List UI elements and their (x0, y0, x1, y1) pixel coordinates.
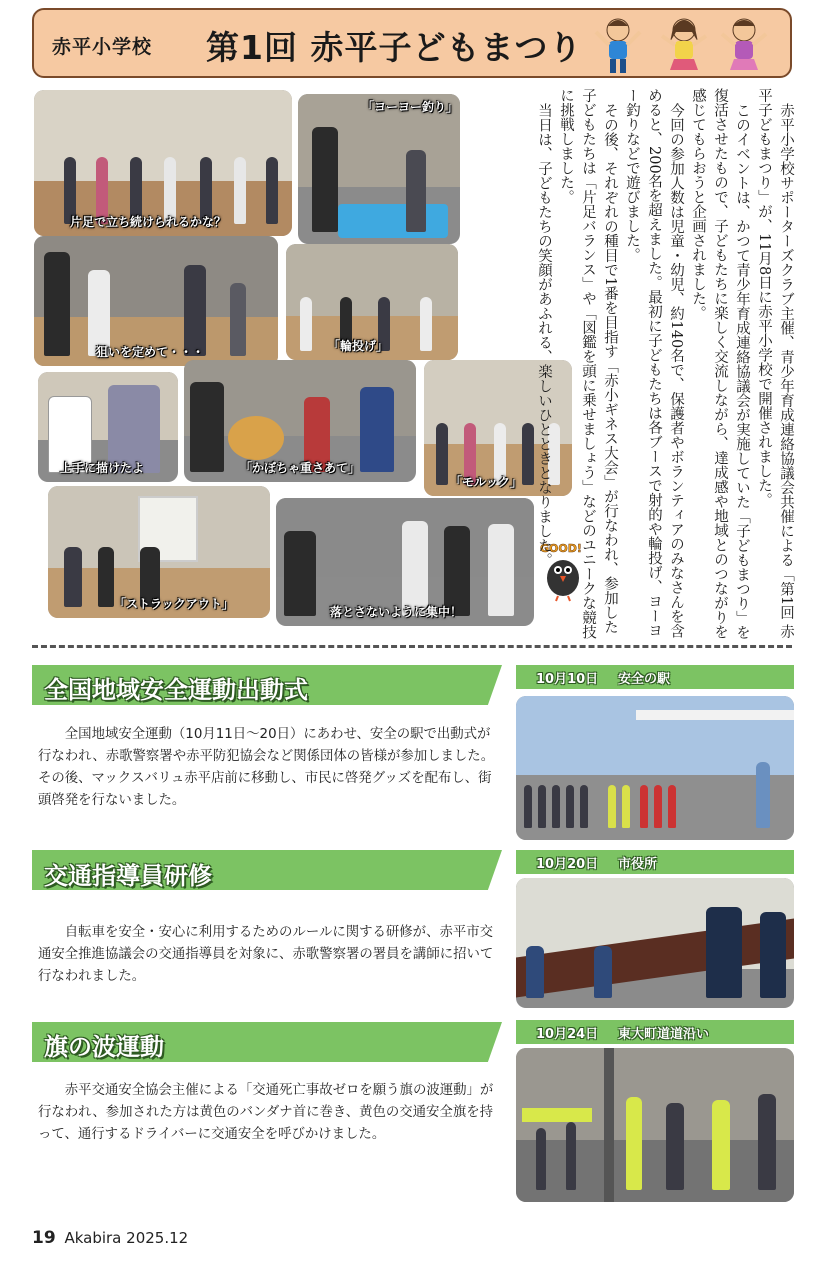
photo-one-leg-balance (34, 90, 292, 236)
photo-pumpkin-weight (184, 360, 416, 482)
kids-illustration (592, 12, 776, 78)
event-date: 10月10日 (536, 672, 599, 687)
article-paragraph: 当日は、子どもたちの笑顔があふれる、楽しいひとときとなりました。 (536, 102, 552, 567)
section-title: 旗の波運動 (44, 1033, 164, 1061)
date-bar (516, 850, 794, 874)
photo-caption: 上手に描けたよ (60, 461, 145, 475)
photo-caption: 「輪投げ」 (328, 339, 389, 353)
photo-drawing (38, 372, 178, 482)
photo-ring-toss (286, 244, 458, 360)
magazine-issue: Akabira 2025.12 (64, 1229, 189, 1247)
svg-text:GOOD!: GOOD! (540, 542, 582, 555)
photo-caption: 落とさないように集中！ (330, 605, 463, 619)
photo-aiming (34, 236, 278, 366)
photo-caption: 「かぼちゃ重さあて」 (240, 461, 361, 475)
article-paragraph: 赤平小学校サポーターズクラブ主催、青少年育成連絡協議会共催による「第1回 赤平子どもまつり」が、11月8日に赤平小学校で開催されました。 (756, 88, 794, 639)
school-name: 赤平小学校 (52, 36, 153, 58)
section-title: 全国地域安全運動出動式 (44, 676, 308, 704)
section-body: 全国地域安全運動（10月11日～20日）にあわせ、安全の駅で出動式が行なわれ、赤歌警察署や赤平防犯協会など関係団体の皆様が参加しました。その後、マックスバリュ赤平店前に移動し、市民に啓発グッズを配布し、街頭啓発を行ないました。 (38, 727, 495, 808)
event-date: 10月24日 (536, 1027, 599, 1042)
photo-flag-wave (516, 1048, 794, 1202)
festival-article (472, 88, 797, 643)
photo-caption: 「ヨーヨー釣り」 (362, 100, 459, 114)
date-bar (516, 665, 794, 689)
event-place: 東大町道道沿い (618, 1027, 710, 1042)
event-date: 10月20日 (536, 857, 599, 872)
section-divider (32, 645, 792, 648)
photo-safety-ceremony (516, 696, 794, 840)
photo-yoyo-fishing (298, 94, 460, 244)
page-number: 19 (32, 1228, 56, 1248)
article-paragraph: 今回の参加人数は児童・幼児、約140名で、保護者やボランティアのみなさんを含めると、200名を超えました。最初に子どもたちは各ブースで射的や輪投げ、ヨーヨー釣りなどで遊びました。 (624, 88, 684, 638)
section-body: 赤平交通安全協会主催による「交通死亡事故ゼロを願う旗の波運動」が行なわれ、参加された方は黄色のバンダナ首に巻き、黄色の交通安全旗を持って、通行するドライバーに交通安全を呼びかけました。 (38, 1083, 494, 1142)
photo-caption: 片足で立ち続けられるかな？ (70, 215, 227, 229)
event-place: 市役所 (618, 857, 658, 872)
photo-caption: 「ストラックアウト」 (114, 597, 234, 611)
photo-caption: 「モルック」 (450, 475, 523, 489)
section-body: 自転車を安全・安心に利用するためのルールに関する研修が、赤平市交通安全推進協議会の交通指導員を対象に、赤歌警察署の署員を講師に招いて行なわれました。 (38, 925, 494, 984)
article-paragraph: その後、それぞれの種目で1番を目指す「赤小ギネス大会」が行なわれ、参加した子どもたちは「片足バランス」や「図鑑を頭に乗せましょう」などのユニークな競技に挑戦しました。 (558, 88, 618, 639)
event-title: 第1回 赤平子どもまつり (206, 28, 583, 67)
photo-caption: 狙いを定めて・・・ (96, 345, 205, 359)
page-header (32, 8, 792, 78)
date-bar (516, 1020, 794, 1044)
article-paragraph: このイベントは、かつて青少年育成連絡協議会が実施していた「子どもまつり」を復活させたもので、子どもたちに楽しく交流しながら、達成感や地域とのつながりを感じてもらおうと企画されました。 (690, 88, 750, 639)
photo-strike-out (48, 486, 270, 618)
photo-traffic-training (516, 878, 794, 1008)
section-title: 交通指導員研修 (44, 862, 212, 890)
event-place: 安全の駅 (618, 672, 671, 687)
page-footer (32, 1228, 188, 1248)
